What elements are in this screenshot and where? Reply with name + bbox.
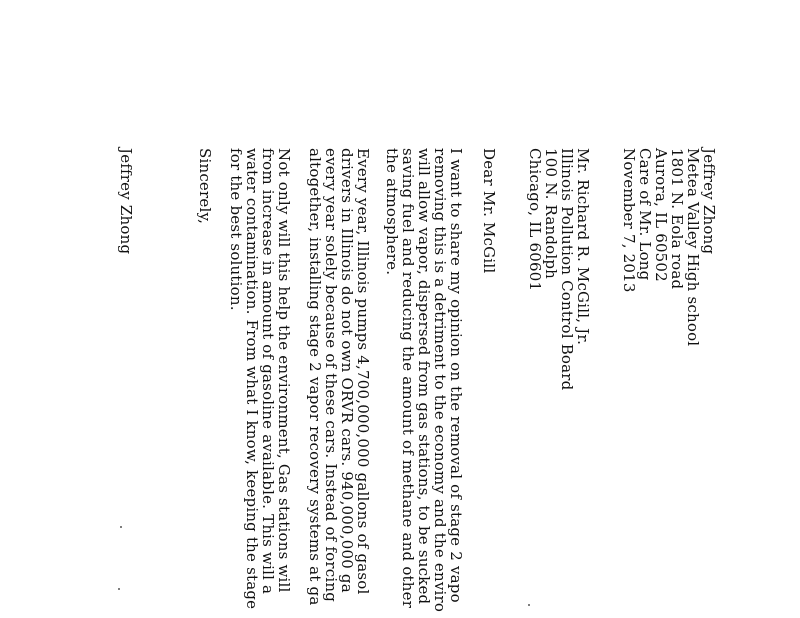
paragraph-3-line: for the best solution. — [227, 148, 245, 311]
closing: Sincerely, — [196, 148, 214, 225]
paragraph-1-line: I want to share my opinion on the removal of stage 2 vapo — [447, 148, 465, 603]
salutation: Dear Mr. McGill — [480, 148, 498, 274]
recipient-org: Illinois Pollution Control Board — [558, 148, 576, 391]
paragraph-3-line: water contamination. From what I know, keeping the stage — [243, 148, 261, 610]
recipient-street: 100 N. Randolph — [542, 148, 560, 280]
paragraph-2-line: every year solely because of these cars. Instead of forcing — [322, 148, 340, 603]
paragraph-2-line: altogether, installing stage 2 vapor recovery systems at ga — [306, 148, 324, 606]
paragraph-3-line: from increase in amount of gasoline available. This will a — [259, 148, 277, 595]
paragraph-1-line: saving fuel and reducing the amount of methane and other — [399, 148, 417, 609]
paragraph-2-line: drivers in Illinois do not own ORVR cars. 940,000,000 ga — [338, 148, 356, 593]
letter-date: November 7, 2013 — [620, 148, 638, 293]
scan-speck — [118, 588, 120, 590]
paragraph-1-line: the atmosphere. — [383, 148, 401, 276]
scan-speck — [120, 526, 122, 528]
scan-speck — [528, 604, 530, 606]
sender-city: Aurora, IL 60502 — [652, 148, 670, 282]
paragraph-1-line: removing this is a detriment to the economy and the enviro — [431, 148, 449, 613]
sender-care-of: Care of Mr. Long — [636, 148, 654, 281]
paragraph-3-line: Not only will this help the environment, Gas stations will — [275, 148, 293, 593]
signature-name: Jeffrey Zhong — [117, 148, 135, 255]
sender-school: Metea Valley High school — [684, 148, 702, 347]
recipient-name: Mr. Richard R. McGill, Jr. — [574, 148, 592, 346]
sender-street: 1801 N. Eola road — [668, 148, 686, 290]
sender-name: Jeffrey Zhong — [700, 148, 718, 255]
recipient-city: Chicago, IL 60601 — [526, 148, 544, 292]
paragraph-1-line: will allow vapor, dispersed from gas stations, to be sucked — [415, 148, 433, 605]
paragraph-2-line: Every year, Illinois pumps 4,700,000,000 gallons of gasol — [354, 148, 372, 595]
